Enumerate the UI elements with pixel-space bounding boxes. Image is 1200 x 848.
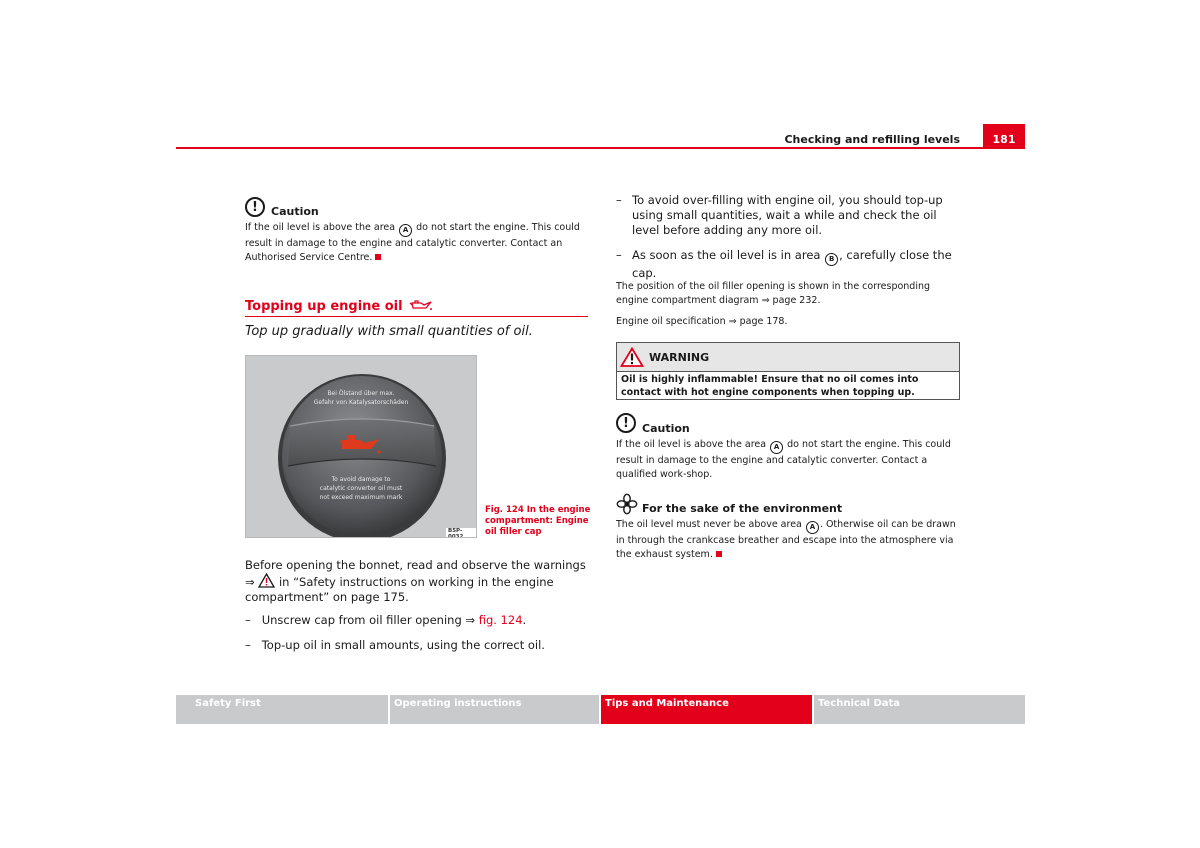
warning-text: Oil is highly inflammable! Ensure that no oil comes into contact with hot engine components when topping up.	[621, 374, 919, 398]
exclamation-icon: !	[245, 197, 265, 217]
environment-text: The oil level must never be above area A . Otherwise oil can be drawn in through the crankcase breather and escape into the atmosphere via the exhaust system.	[616, 519, 956, 560]
section-title: Topping up engine oil	[245, 299, 433, 314]
section-subtitle: Top up gradually with small quantities of oil.	[245, 324, 533, 339]
page-number: 181	[983, 124, 1025, 148]
marker-b: B	[825, 253, 838, 266]
end-marker-icon	[375, 254, 381, 260]
caution-text: If the oil level is above the area A do not start the engine. This could result in damage to the engine and catalytic converter. Contact a qualified work-shop.	[616, 439, 951, 480]
warning-box	[616, 342, 960, 400]
list-item: – Unscrew cap from oil filler opening ⇒ fig. 124.	[245, 613, 527, 627]
end-marker-icon	[716, 551, 722, 557]
before-opening-paragraph: Before opening the bonnet, read and observe the warnings ⇒ in “Safety instructions on working in the engine compartment” on page 175.	[245, 558, 586, 604]
caution-text: If the oil level is above the area A do not start the engine. This could result in damage to the engine and catalytic converter. Contact an Authorised Service Centre.	[245, 222, 580, 263]
position-paragraph: The position of the oil filler opening is shown in the corresponding engine compartment diagram ⇒ page 232.	[616, 281, 931, 306]
environment-title: For the sake of the environment	[642, 502, 843, 515]
marker-a: A	[770, 441, 783, 454]
figure-link[interactable]: fig. 124	[478, 613, 523, 627]
tab-safety-first[interactable]: Safety First	[176, 695, 388, 724]
list-item: – Top-up oil in small amounts, using the correct oil.	[245, 638, 545, 652]
oil-filler-cap-illustration	[246, 356, 477, 538]
exclamation-icon: !	[616, 413, 636, 433]
warning-header	[617, 343, 959, 372]
caution-title: Caution	[271, 205, 319, 218]
marker-a: A	[806, 521, 819, 534]
cap-text-bottom: To avoid damage to catalytic converter oil must not exceed maximum mark	[319, 476, 403, 501]
figure-code: B5P-0032	[446, 528, 476, 538]
chapter-title: Checking and refilling levels	[784, 133, 960, 146]
tab-tips-and-maintenance[interactable]: Tips and Maintenance	[601, 695, 812, 724]
oil-filler-cap-figure	[245, 355, 477, 538]
tab-technical-data[interactable]: Technical Data	[814, 695, 1025, 724]
tab-operating-instructions[interactable]: Operating instructions	[390, 695, 599, 724]
section-rule	[245, 316, 588, 317]
flower-icon	[616, 493, 638, 515]
warning-triangle-icon	[258, 573, 275, 588]
list-item: – To avoid over-filling with engine oil, you should top-up using small quantities, wait a while and check the oil level before adding any more oil.	[616, 193, 943, 237]
cap-text-top: Bei Ölstand über max. Gefahr von Katalysatorschäden	[313, 390, 409, 406]
list-item: – As soon as the oil level is in area B , carefully close the cap.	[616, 248, 952, 280]
oil-can-icon	[409, 299, 433, 311]
warning-title: WARNING	[649, 351, 710, 364]
figure-caption: Fig. 124 In the engine compartment: Engine oil filler cap	[485, 505, 591, 537]
warning-triangle-icon	[620, 347, 644, 367]
specification-paragraph: Engine oil specification ⇒ page 178.	[616, 316, 788, 327]
header-rule	[176, 147, 1025, 149]
marker-a: A	[399, 224, 412, 237]
caution-title: Caution	[642, 422, 690, 435]
